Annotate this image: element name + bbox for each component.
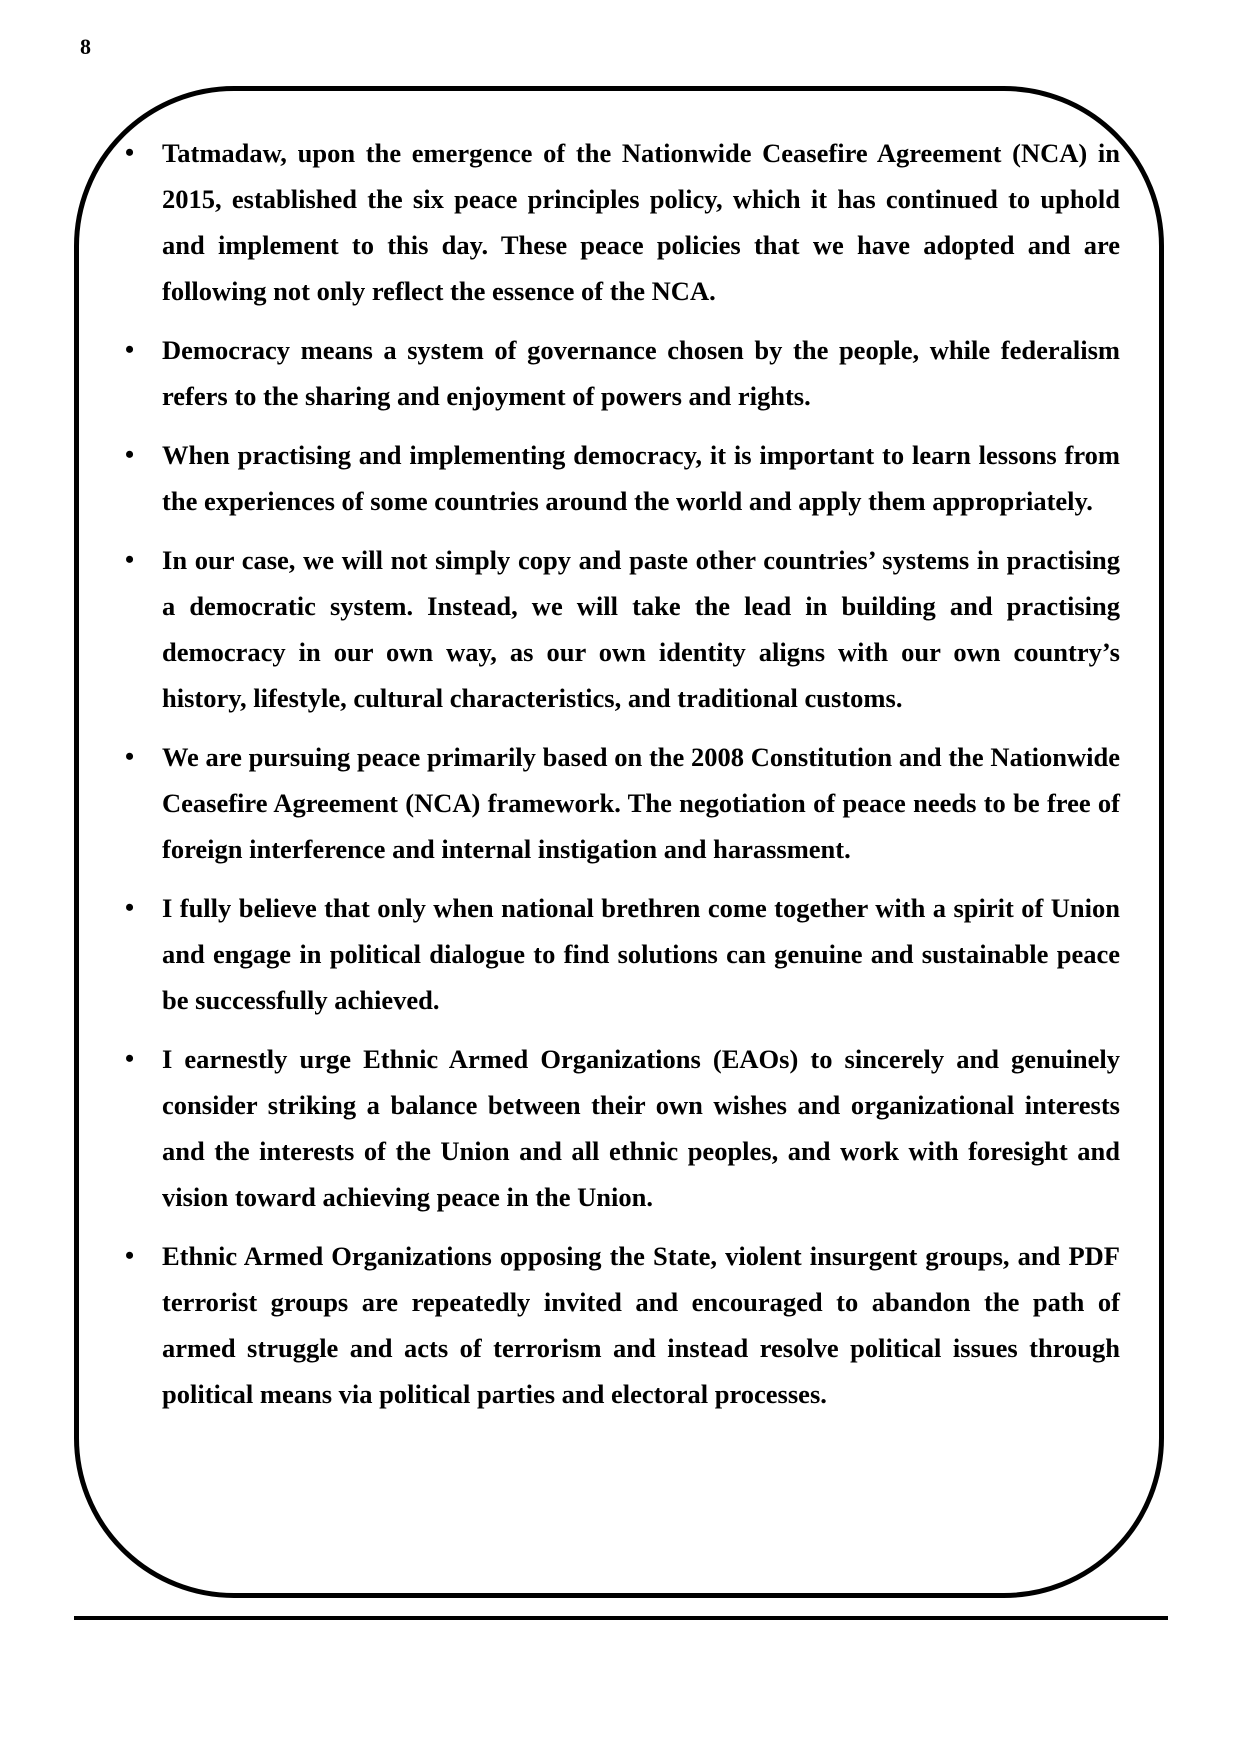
bottom-divider [74, 1616, 1168, 1620]
bullet-text: Tatmadaw, upon the emergence of the Nationwide Ceasefire Agreement (NCA) in 2015, established the six peace principles policy, which it has continued to uphold and implement to this day. These peace policies that we have adopted and are following not only reflect the essence of the NCA. [162, 138, 1120, 306]
bullet-text: I fully believe that only when national brethren come together with a spirit of Union and engage in political dialogue to find solutions can genuine and sustainable peace be successfully achieved. [162, 893, 1120, 1015]
bullet-item-4 [120, 537, 1120, 721]
bullet-list [120, 130, 1120, 1430]
bullet-item-3 [120, 432, 1120, 524]
bullet-dot-icon: • [125, 545, 135, 574]
bullet-text: I earnestly urge Ethnic Armed Organizations (EAOs) to sincerely and genuinely consider striking a balance between their own wishes and organizational interests and the interests of the Union and all ethnic peoples, and work with foresight and vision toward achieving peace in the Union. [162, 1044, 1120, 1212]
bullet-item-1 [120, 130, 1120, 314]
bullet-item-8 [120, 1233, 1120, 1417]
bullet-text: Ethnic Armed Organizations opposing the State, violent insurgent groups, and PDF terrorist groups are repeatedly invited and encouraged to abandon the path of armed struggle and acts of terrorism and instead resolve political issues through political means via political parties and electoral processes. [162, 1241, 1120, 1409]
bullet-text: In our case, we will not simply copy and paste other countries’ systems in practising a democratic system. Instead, we will take the lead in building and practising democracy in our own way, as our own identity aligns with our own country’s history, lifestyle, cultural characteristics, and traditional customs. [162, 545, 1120, 713]
bullet-text: We are pursuing peace primarily based on the 2008 Constitution and the Nationwide Ceasefire Agreement (NCA) framework. The negotiation of peace needs to be free of foreign interference and internal instigation and harassment. [162, 742, 1120, 864]
bullet-text: When practising and implementing democracy, it is important to learn lessons from the experiences of some countries around the world and apply them appropriately. [162, 440, 1120, 516]
bullet-text: Democracy means a system of governance chosen by the people, while federalism refers to the sharing and enjoyment of powers and rights. [162, 335, 1120, 411]
bullet-dot-icon: • [125, 742, 135, 771]
bullet-item-6 [120, 885, 1120, 1023]
bullet-dot-icon: • [125, 335, 135, 364]
page-number: 8 [80, 34, 91, 59]
bullet-dot-icon: • [125, 893, 135, 922]
bullet-dot-icon: • [125, 138, 135, 167]
bullet-item-5 [120, 734, 1120, 872]
bullet-dot-icon: • [125, 440, 135, 469]
bullet-item-7 [120, 1036, 1120, 1220]
bullet-dot-icon: • [125, 1044, 135, 1073]
bullet-dot-icon: • [125, 1241, 135, 1270]
bullet-item-2 [120, 327, 1120, 419]
